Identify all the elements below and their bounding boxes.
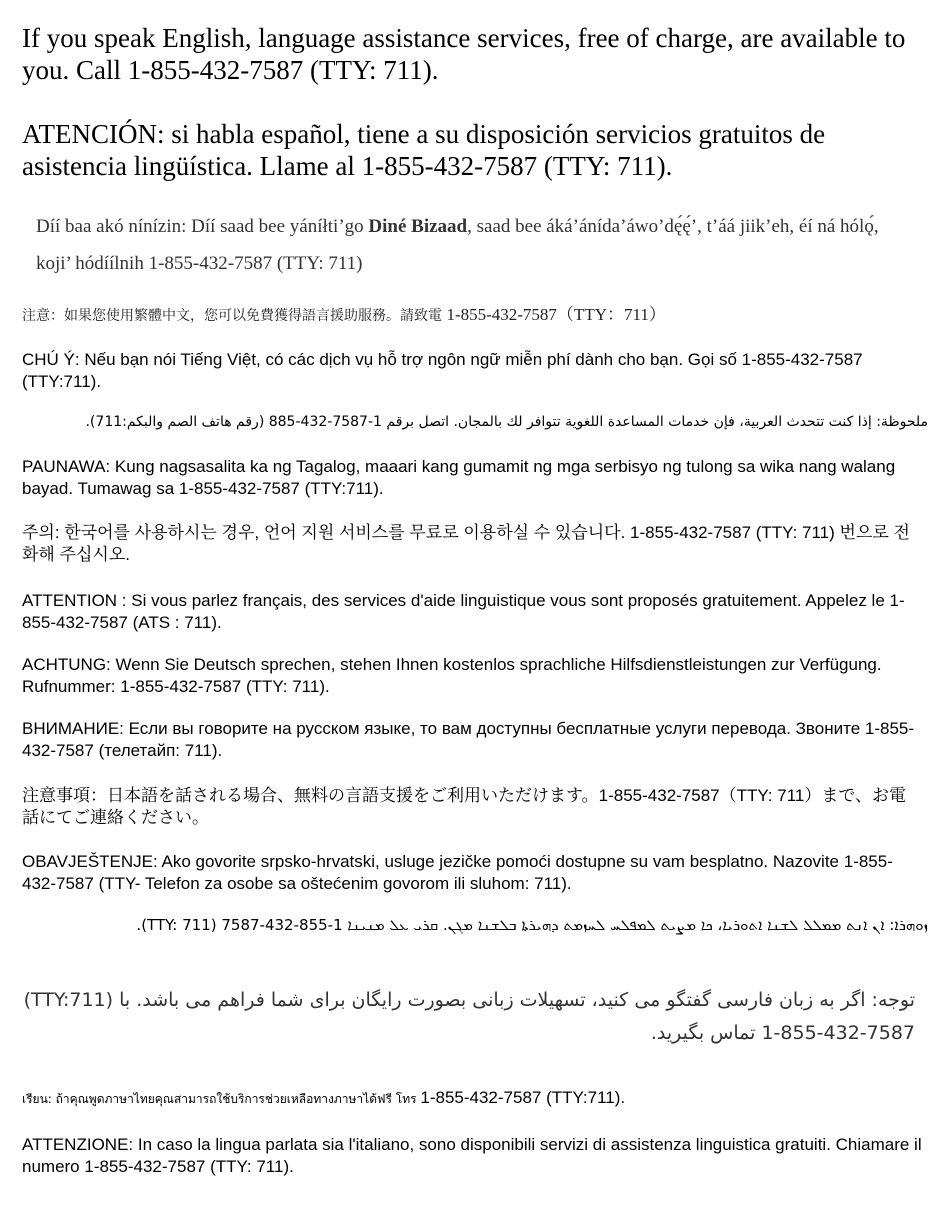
notice-farsi: توجه: اگر به زبان فارسی گفتگو می کنید، تسهیلات زبانی بصورت رایگان برای شما فراهم می باشد. با (TTY:711) 1-855-432-7587 تماس بگیرید. [23, 989, 915, 1044]
notice-spanish: ATENCIÓN: si habla español, tiene a su disposición servicios gratuitos de asistencia lingüística. Llame al 1-855-432-7587 (TTY: 711). [22, 119, 826, 181]
chinese-text: 注意：如果您使用繁體中文，您可以免費獲得語言援助服務。請致電 [22, 308, 447, 324]
notice-arabic: ملحوظة: إذا كنت تتحدث العربية، فإن خدمات المساعدة اللغوية تتوافر لك بالمجان. اتصل برقم 1-7587-432-885 (رقم هاتف الصم والبكم:711). [85, 414, 928, 430]
thai-phone: 1-855-432-7587 (TTY:711). [420, 1088, 626, 1107]
notice-japanese: 注意事項：日本語を話される場合、無料の言語支援をご利用いただけます。1-855-432-7587（TTY: 711）まで、お電話にてご連絡ください。 [22, 786, 906, 827]
notice-serbo-croatian: OBAVJEŠTENJE: Ako govorite srpsko-hrvatski, usluge jezičke pomoći dostupne su vam besplatno. Nazovite 1-855-432-7587 (TTY- Telefon za osobe sa oštećenim govorom ili sluhom: 711). [22, 852, 893, 893]
navajo-text-end: , saad bee áká’ánída’áwo’dę́ę́’, t’áá jiik’eh, éí ná hólǫ́, koji’ hódíílnih 1-855-432-7587 (TTY: 711) [36, 216, 879, 274]
notice-french: ATTENTION : Si vous parlez français, des services d'aide linguistique vous sont proposés gratuitement. Appelez le 1-855-432-7587 (ATS : 711). [22, 591, 905, 632]
notice-vietnamese: CHÚ Ý: Nếu bạn nói Tiếng Việt, có các dịch vụ hỗ trợ ngôn ngữ miễn phí dành cho bạn. Gọi số 1-855-432-7587 (TTY:711). [22, 350, 863, 391]
notice-italian: ATTENZIONE: In caso la lingua parlata sia l'italiano, sono disponibili servizi di assistenza linguistica gratuiti. Chiamare il numero 1-855-432-7587 (TTY: 711). [22, 1135, 922, 1176]
notice-german: ACHTUNG: Wenn Sie Deutsch sprechen, stehen Ihnen kostenlos sprachliche Hilfsdienstleistungen zur Verfügung. Rufnummer: 1-855-432-7587 (TTY: 711). [22, 655, 882, 696]
notice-english: If you speak English, language assistance services, free of charge, are available to you. Call 1-855-432-7587 (TTY: 711). [22, 23, 906, 85]
notice-chinese [22, 305, 922, 326]
chinese-phone: 1-855-432-7587（TTY：711） [446, 305, 666, 324]
notice-korean: 주의: 한국어를 사용하시는 경우, 언어 지원 서비스를 무료로 이용하실 수 있습니다. 1-855-432-7587 (TTY: 711) 번으로 전화해 주십시오. [22, 523, 910, 564]
notice-syriac: ܙܘܗܪܐ: ܐܢ ܐܢܬ ܡܡܠܠ ܠܫܢܐ ܐܬܘܪܝܐ، ܟܐ ܡܨܝܬ ܠܡܦܠܚ ܠܚܙܡܬ ܕܗܝܪܬܐ ܒܠܫܢܐ ܡܓܢ. ܩܪܝ ܥܠ ܡܢܝܢܐ 1-855-432-7587 (TTY: 711). [136, 916, 928, 934]
thai-text: เรียน: ถ้าคุณพูดภาษาไทยคุณสามารถใช้บริการช่วยเหลือทางภาษาได้ฟรี โทร [22, 1092, 421, 1106]
notice-russian: ВНИМАНИЕ: Если вы говорите на русском языке, то вам доступны бесплатные услуги перевода. Звоните 1-855-432-7587 (телетайп: 711). [22, 719, 915, 760]
notice-thai [22, 1087, 922, 1110]
notice-navajo [36, 208, 916, 282]
navajo-language-name: Diné Bizaad [368, 216, 468, 237]
notice-tagalog: PAUNAWA: Kung nagsasalita ka ng Tagalog, maaari kang gumamit ng mga serbisyo ng tulong sa wika nang walang bayad. Tumawag sa 1-855-432-7587 (TTY:711). [22, 457, 896, 498]
navajo-text-start: Díí baa akó nínízin: Díí saad bee yáníłti’go [36, 216, 369, 237]
